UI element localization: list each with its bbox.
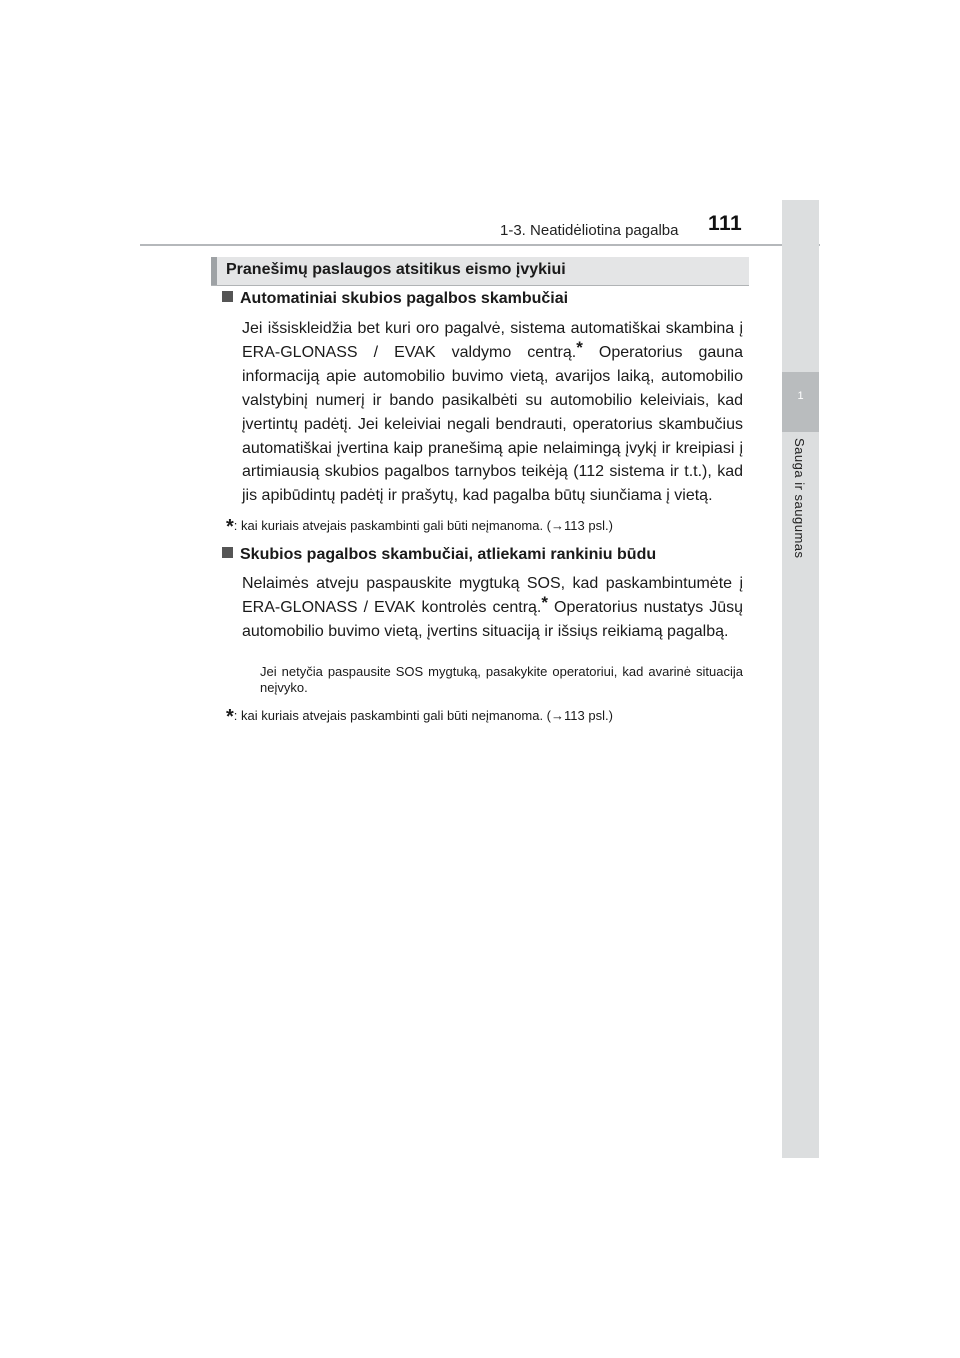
footnote-2 (226, 706, 613, 729)
footnote-text: : kai kuriais atvejais paskambinti gali būti neįmanoma. (→113 psl.) (233, 708, 613, 723)
chapter-title: Sauga ir saugumas (792, 438, 807, 559)
title-accent (211, 257, 217, 285)
footnote-star: * (226, 516, 234, 538)
section-title-bar (211, 257, 749, 286)
note-accidental-press: Jei netyčia paspausite SOS mygtuką, pasakykite operatoriui, kad avarinė situacija neįvyko. (260, 664, 743, 695)
paragraph-text: Jei išsiskleidžia bet kuri oro pagalvė, sistema automatiškai skambina į ERA-GLONASS / EVAK valdymo centrą. (242, 320, 743, 361)
square-bullet-icon (222, 291, 233, 302)
paragraph-text-cont: Operatorius gauna informaciją apie automobilio buvimo vietą, avarijos laiką, automobilio valstybinį numerį ir bando pasikalbėti su automobilio keleiviais, kad įvertintų padėtį. Jei keleiviai negali bendrauti, operatorius skambučius automatiškai įvertina kaip pranešimą apie nelaimingą įvykį ir kreipiasi į artimiausią skubios pagalbos tarnybos teikėją (112 sistema ir t.t.), kad jis apibūdintų padėtį ir prašytų, kad pagalba būtų siunčiama į vietą. (242, 343, 743, 505)
paragraph-manual-calls (242, 572, 743, 644)
chapter-number: 1 (797, 390, 804, 402)
paragraph-text-cont: Operatorius nustatys Jūsų automobilio buvimo vietą, įvertins situaciją ir išsiųs reikiamą pagalbą. (242, 598, 744, 640)
heading-manual-calls (222, 546, 656, 564)
section-path: 1-3. Neatidėliotina pagalba (500, 222, 679, 239)
footnote-text: : kai kuriais atvejais paskambinti gali būti neįmanoma. (→113 psl.) (233, 518, 613, 533)
footnote-star: * (226, 706, 234, 728)
heading-text: Automatiniai skubios pagalbos skambučiai (240, 290, 569, 307)
square-bullet-icon (222, 547, 233, 558)
header-rule (140, 244, 820, 246)
paragraph-text: Nelaimės atveju paspauskite mygtuką SOS, kad paskambintumėte į ERA-GLONASS / EVAK kontrolės centrą. (242, 575, 743, 616)
chapter-side-tab (782, 200, 819, 1158)
footnote-1 (226, 516, 613, 539)
chapter-tab-active (782, 372, 819, 432)
footnote-marker: * (576, 337, 583, 357)
paragraph-automatic-calls (242, 317, 743, 508)
footnote-marker: * (541, 592, 549, 612)
heading-automatic-calls (222, 290, 568, 308)
heading-text: Skubios pagalbos skambučiai, atliekami rankiniu būdu (240, 546, 657, 563)
page-number: 111 (708, 212, 743, 235)
section-title: Pranešimų paslaugos atsitikus eismo įvykiui (226, 261, 566, 278)
